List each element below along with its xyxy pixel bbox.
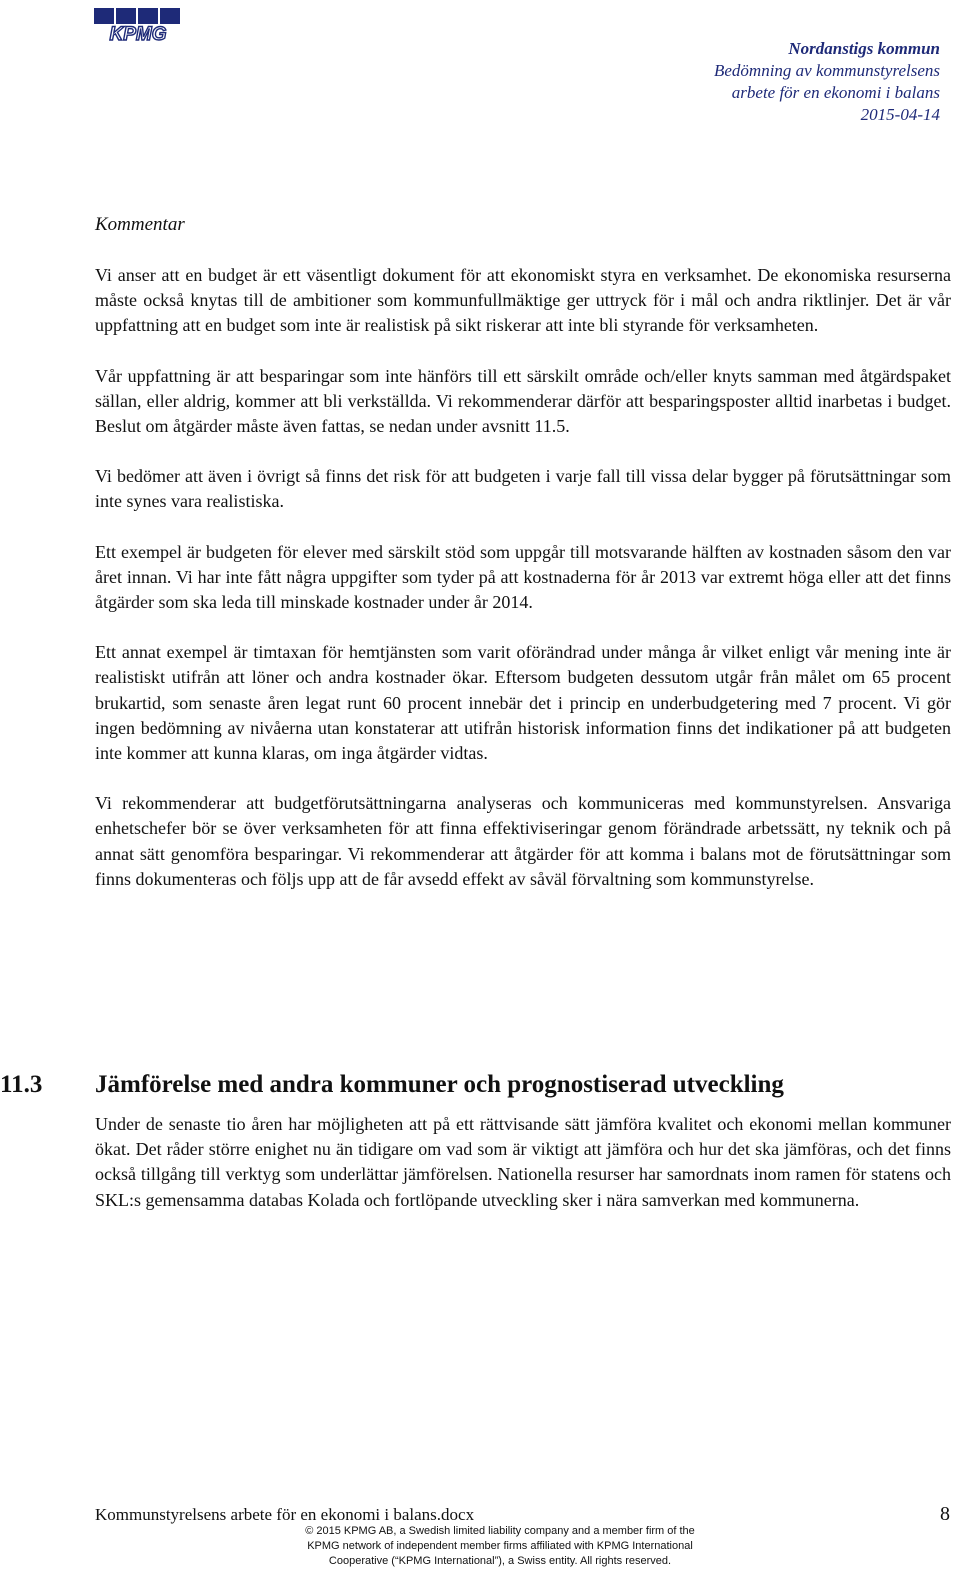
report-title-line-1: Bedömning av kommunstyrelsens [714,61,940,80]
comment-block [95,212,951,917]
section-heading [0,1070,960,1100]
section-title: Jämförelse med andra kommuner och prognostiserad utveckling [95,1071,784,1098]
report-date: 2015-04-14 [860,105,940,124]
paragraph: Vår uppfattning är att besparingar som inte hänförs till ett särskilt område och/eller knyts samman med åtgärdspaket sällan, eller aldrig, kommer att bli verkställda. Vi rekommenderar därför att besparingsposter alltid inarbetas i budget. Beslut om åtgärder måste även fattas, se nedan under avsnitt 11.5. [95,365,951,437]
logo-wordmark: KPMG [109,24,167,42]
paragraph: Ett annat exempel är timtaxan för hemtjänsten som varit oförändrad under många år vilket enligt vår mening inte är realistiskt utifrån att löner och andra kostnader ökar. Eftersom budgeten dessutom utgår från målet om 65 procent brukartid, som senaste åren legat runt 60 procent innebär det i princip en underbudgetering med 7 procent. Vi gör ingen bedömning av nivåerna utan konstaterar att utifrån historisk information finns det indikationer på att budgeten inte kommer att kunna klaras, om inga åtgärder vidtas. [95,642,951,764]
section-number: 11.3 [0,1071,43,1098]
document-header [714,38,940,126]
section-paragraph: Under de senaste tio åren har möjligheten att på ett rättvisande sätt jämföra kvalitet och ekonomi mellan kommuner ökat. Det råder större enighet nu än tidigare om vad som är viktigt att jämföra och hur det ska jämföras, och det finns också tillgång till verktyg som underlättar jämförelsen. Nationella resurser har samordnats inom ramen för statens och SKL:s gemensamma databas Kolada och fortlöpande utveckling sker i nära samverkan med kommunerna. [95,1114,951,1210]
kpmg-logo [92,8,184,42]
report-title-line-2: arbete för en ekonomi i balans [731,83,940,102]
paragraph: Vi rekommenderar att budgetförutsättningarna analyseras och kommuniceras med kommunstyrelsen. Ansvariga enhetschefer bör se över verksamheten för att finna effektiviseringar genom förändrade arbetssätt, ny teknik och på annat sätt genomföra besparingar. Vi rekommenderar att åtgärder för att komma i balans mot de förutsättningar som finns dokumenteras och följs upp att de får avsedd effekt av såväl förvaltning som kommunstyrelse. [95,793,951,889]
paragraph: Ett exempel är budgeten för elever med särskilt stöd som uppgår till motsvarande hälften av kostnaden såsom den var året innan. Vi har inte fått några uppgifter som tyder på att kostnaderna för år 2013 var extremt höga eller att det finns åtgärder som ska leda till minskade kostnader under år 2014. [95,541,951,613]
comment-heading: Kommentar [95,214,185,235]
copyright-line-2: KPMG network of independent member firms affiliated with KPMG International [307,1540,693,1552]
copyright-line-1: © 2015 KPMG AB, a Swedish limited liability company and a member firm of the [305,1525,695,1537]
paragraph: Vi bedömer att även i övrigt så finns det risk för att budgeten i varje fall till vissa delar bygger på förutsättningar som inte synes vara realistiska. [95,466,951,512]
page-number: 8 [940,1503,950,1525]
section-11-3 [0,1070,960,1210]
organization-name: Nordanstigs kommun [788,39,940,58]
footer-copyright [250,1524,750,1569]
footer-document-name: Kommunstyrelsens arbete för en ekonomi i balans.docx [95,1505,475,1524]
copyright-line-3: Cooperative (“KPMG International”), a Swiss entity. All rights reserved. [328,1555,672,1567]
paragraph: Vi anser att en budget är ett väsentligt dokument för att ekonomiskt styra en verksamhet. De ekonomiska resurserna måste också knytas till de ambitioner som kommunfullmäktige ger uttryck för i mål och andra riktlinjer. Det är vår uppfattning att en budget som inte är realistisk på sikt riskerar att inte bli styrande för verksamheten. [95,265,951,336]
